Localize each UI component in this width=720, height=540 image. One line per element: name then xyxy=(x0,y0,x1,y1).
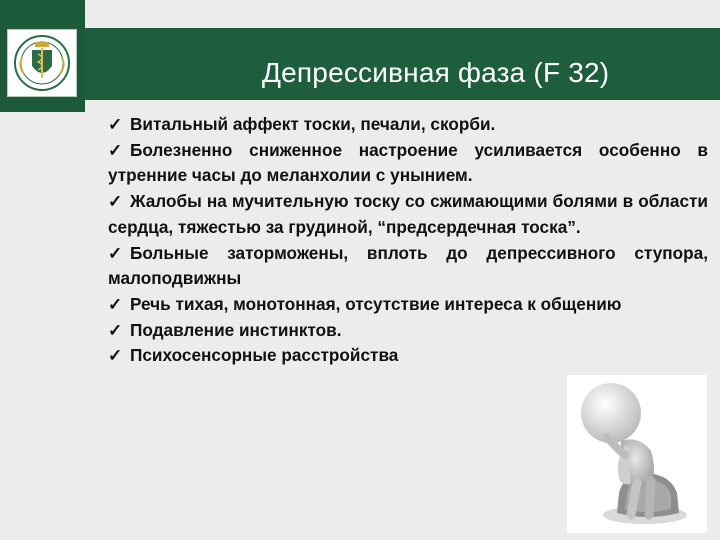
check-mark-icon: ✓ xyxy=(108,319,123,340)
check-mark-icon: ✓ xyxy=(108,242,123,263)
list-item: ✓ Речь тихая, монотонная, отсутствие интереса к общению xyxy=(108,292,708,318)
list-item: ✓ Болезненно сниженное настроение усиливается особенно в утренние часы до меланхолии с унынием. xyxy=(108,139,708,186)
list-item: ✓ Подавление инстинктов. xyxy=(108,318,708,344)
list-item: ✓ Витальный аффект тоски, печали, скорби. xyxy=(108,112,708,138)
list-item: ✓ Психосенсорные расстройства xyxy=(108,343,708,369)
check-mark-icon: ✓ xyxy=(108,293,123,314)
check-mark-icon: ✓ xyxy=(108,191,123,212)
list-item: ✓ Жалобы на мучительную тоску со сжимающими болями в области сердца, тяжестью за грудиной, “предсердечная тоска”. xyxy=(108,191,708,237)
check-mark-icon: ✓ xyxy=(108,345,123,366)
slide-title: Депрессивная фаза (F 32) xyxy=(262,57,610,88)
logo xyxy=(7,29,77,97)
bullet-list xyxy=(108,112,708,369)
university-emblem-icon xyxy=(8,30,76,96)
check-mark-icon: ✓ xyxy=(108,139,123,160)
thinking-figure-icon xyxy=(567,375,707,533)
check-mark-icon: ✓ xyxy=(108,114,123,134)
list-item: ✓ Больные заторможены, вплоть до депрессивного ступора, малоподвижны xyxy=(108,242,708,289)
illustration xyxy=(567,375,707,533)
